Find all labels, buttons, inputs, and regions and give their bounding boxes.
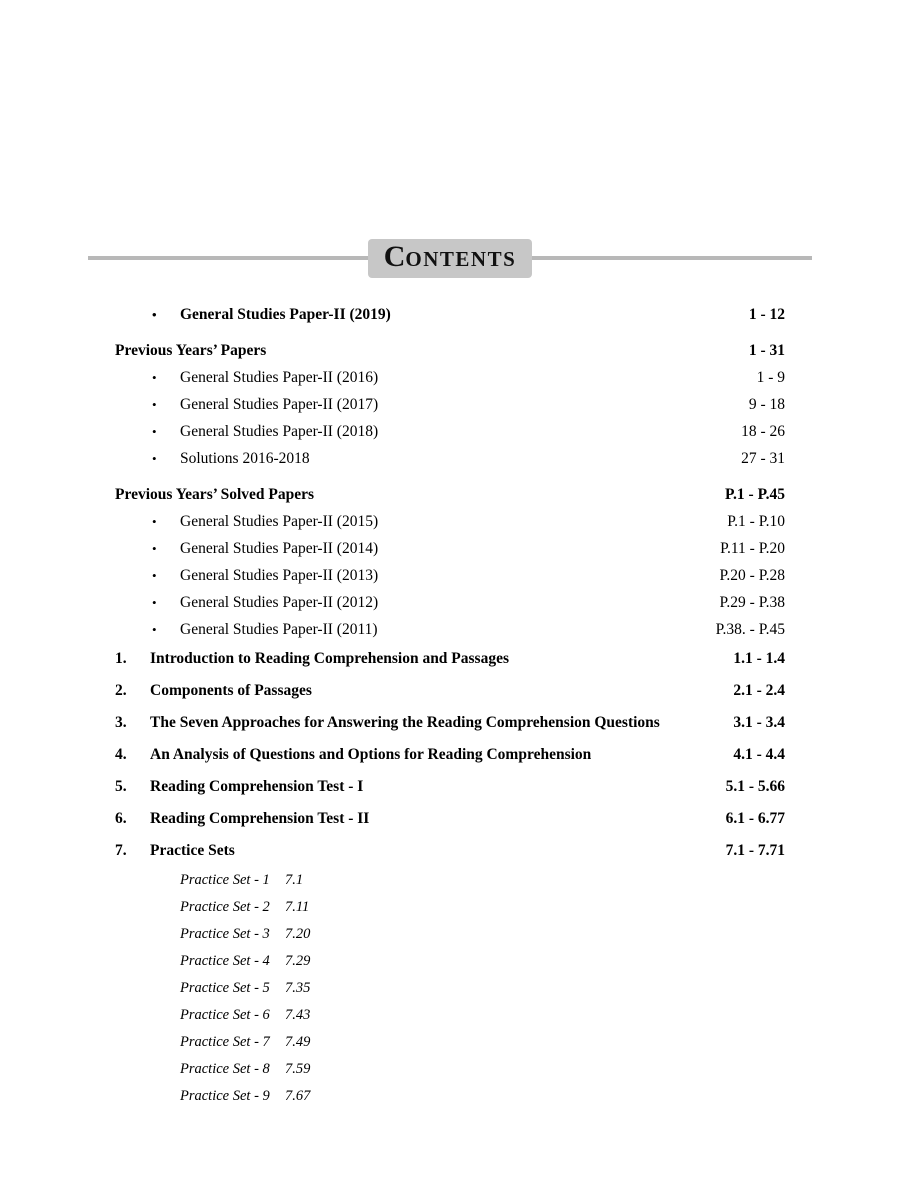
practice-set-page: 7.35	[285, 980, 311, 997]
toc-entry-pages: 27 - 31	[741, 449, 785, 467]
toc-chapter-label: An Analysis of Questions and Options for Reading Comprehension	[150, 746, 592, 764]
practice-set-page: 7.49	[285, 1034, 311, 1051]
toc-entry-label: General Studies Paper-II (2018)	[180, 422, 379, 440]
toc-chapter-number: 1.	[115, 650, 127, 668]
toc-list	[115, 301, 785, 1110]
toc-entry-label: General Studies Paper-II (2012)	[180, 593, 379, 611]
toc-entry	[115, 301, 785, 328]
toc-chapter-label: The Seven Approaches for Answering the Reading Comprehension Questions	[150, 714, 660, 732]
toc-chapter-label: Components of Passages	[150, 682, 312, 700]
toc-entry	[115, 535, 785, 562]
toc-entry-label: Solutions 2016-2018	[180, 449, 310, 467]
toc-chapter-pages: 2.1 - 2.4	[733, 682, 785, 700]
toc-chapter	[115, 675, 785, 707]
practice-set-page: 7.11	[285, 899, 310, 916]
toc-entry-label: General Studies Paper-II (2013)	[180, 566, 379, 584]
toc-chapter-label: Practice Sets	[150, 842, 235, 860]
toc-entry-label: General Studies Paper-II (2014)	[180, 539, 379, 557]
toc-chapter-number: 3.	[115, 714, 127, 732]
practice-set-item	[180, 867, 785, 894]
contents-title-initial: C	[383, 239, 406, 273]
practice-set-item	[180, 948, 785, 975]
toc-chapter-number: 4.	[115, 746, 127, 764]
toc-entry	[115, 616, 785, 643]
toc-entry-label: General Studies Paper-II (2016)	[180, 368, 379, 386]
practice-set-label: Practice Set - 6	[180, 1007, 270, 1024]
practice-set-label: Practice Set - 7	[180, 1034, 270, 1051]
bullet-icon: •	[152, 450, 157, 466]
toc-entry	[115, 445, 785, 472]
toc-entry	[115, 418, 785, 445]
bullet-icon: •	[152, 567, 157, 583]
practice-set-page: 7.43	[285, 1007, 311, 1024]
toc-chapter	[115, 771, 785, 803]
bullet-icon: •	[152, 594, 157, 610]
contents-title-rest: ONTENTS	[405, 246, 517, 271]
toc-entry-pages: 9 - 18	[748, 395, 785, 413]
toc-entry-label: General Studies Paper-II (2019)	[180, 305, 391, 323]
bullet-icon: •	[152, 369, 157, 385]
practice-set-page: 7.20	[285, 926, 311, 943]
toc-chapter	[115, 803, 785, 835]
toc-chapter	[115, 835, 785, 867]
toc-chapter-pages: 3.1 - 3.4	[733, 714, 785, 732]
toc-entry-label: General Studies Paper-II (2015)	[180, 512, 379, 530]
toc-section	[115, 481, 785, 508]
contents-header	[0, 238, 900, 278]
bullet-icon: •	[152, 513, 157, 529]
practice-set-label: Practice Set - 8	[180, 1061, 270, 1078]
practice-set-page: 7.29	[285, 953, 311, 970]
toc-entry-pages: P.11 - P.20	[720, 539, 785, 557]
practice-set-item	[180, 1056, 785, 1083]
practice-set-label: Practice Set - 9	[180, 1088, 270, 1105]
toc-chapter-number: 6.	[115, 810, 127, 828]
practice-set-page: 7.59	[285, 1061, 311, 1078]
practice-set-label: Practice Set - 4	[180, 953, 270, 970]
toc-section	[115, 337, 785, 364]
toc-entry-label: General Studies Paper-II (2011)	[180, 620, 378, 638]
toc-entry-pages: P.1 - P.10	[727, 512, 785, 530]
toc-chapter-number: 5.	[115, 778, 127, 796]
toc-entry-pages: 18 - 26	[741, 422, 785, 440]
toc-chapter-label: Introduction to Reading Comprehension and Passages	[150, 650, 509, 668]
toc-chapter-pages: 7.1 - 7.71	[725, 842, 785, 860]
practice-set-label: Practice Set - 2	[180, 899, 270, 916]
practice-set-item	[180, 975, 785, 1002]
toc-section-pages: 1 - 31	[748, 341, 785, 359]
toc-chapter-pages: 4.1 - 4.4	[733, 746, 785, 764]
toc-entry-pages: 1 - 12	[748, 305, 785, 323]
toc-entry	[115, 589, 785, 616]
bullet-icon: •	[152, 540, 157, 556]
bullet-icon: •	[152, 423, 157, 439]
toc-entry-pages: P.20 - P.28	[719, 566, 785, 584]
toc-entry-pages: P.38. - P.45	[715, 620, 785, 638]
toc-section-pages: P.1 - P.45	[724, 485, 785, 503]
toc-chapter-pages: 6.1 - 6.77	[725, 810, 785, 828]
bullet-icon: •	[152, 396, 157, 412]
bullet-icon: •	[152, 306, 157, 322]
divider-line-right	[532, 256, 812, 260]
toc-chapter	[115, 739, 785, 771]
toc-chapter-label: Reading Comprehension Test - II	[150, 810, 370, 828]
practice-set-item	[180, 894, 785, 921]
practice-set-label: Practice Set - 1	[180, 872, 270, 889]
toc-chapter-pages: 1.1 - 1.4	[733, 650, 785, 668]
toc-entry-pages: 1 - 9	[756, 368, 785, 386]
toc-chapter-label: Reading Comprehension Test - I	[150, 778, 364, 796]
toc-chapter-number: 2.	[115, 682, 127, 700]
toc-section-label: Previous Years’ Solved Papers	[115, 485, 315, 503]
toc-chapter-number: 7.	[115, 842, 127, 860]
toc-entry-label: General Studies Paper-II (2017)	[180, 395, 379, 413]
practice-set-page: 7.1	[285, 872, 304, 889]
practice-set-item	[180, 921, 785, 948]
practice-set-label: Practice Set - 5	[180, 980, 270, 997]
practice-set-item	[180, 1002, 785, 1029]
toc-chapter-pages: 5.1 - 5.66	[725, 778, 785, 796]
toc-chapter	[115, 643, 785, 675]
toc-entry	[115, 508, 785, 535]
toc-entry	[115, 391, 785, 418]
toc-entry-pages: P.29 - P.38	[719, 593, 785, 611]
practice-set-item	[180, 1083, 785, 1110]
practice-set-item	[180, 1029, 785, 1056]
toc-entry	[115, 364, 785, 391]
contents-title	[368, 239, 533, 278]
divider-line-left	[88, 256, 368, 260]
toc-entry	[115, 562, 785, 589]
toc-section-label: Previous Years’ Papers	[115, 341, 267, 359]
practice-set-page: 7.67	[285, 1088, 311, 1105]
toc-chapter	[115, 707, 785, 739]
practice-set-label: Practice Set - 3	[180, 926, 270, 943]
bullet-icon: •	[152, 621, 157, 637]
